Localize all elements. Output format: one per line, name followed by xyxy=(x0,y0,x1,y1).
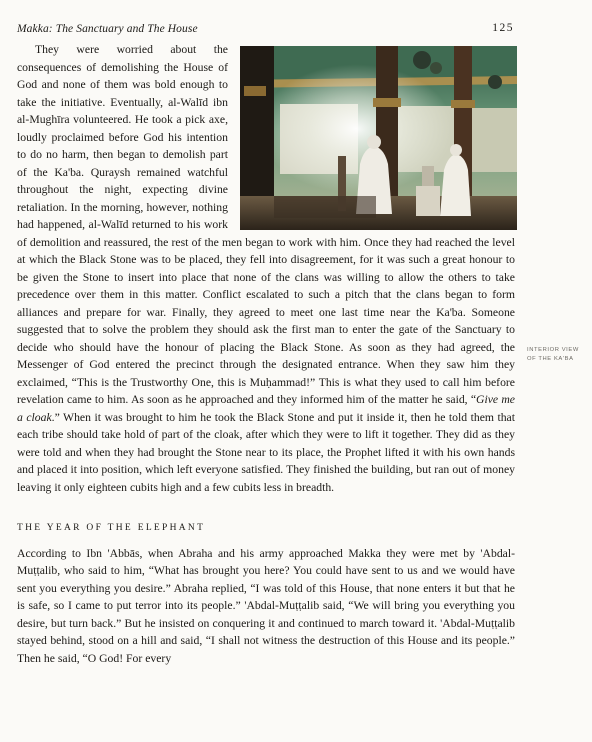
section-heading: THE YEAR OF THE ELEPHANT xyxy=(17,523,206,533)
main-text xyxy=(17,41,515,667)
figure-caption: INTERIOR VIEW OF THE KA'BA xyxy=(527,347,579,362)
kaba-interior-photo xyxy=(240,46,517,230)
paragraph-text-part-1: They were worried about the consequences of demolishing the House of God and none of them was bold enough to take the initiative. Eventually, al-Walīd ibn al-Mughīra volunteered. He took a pick axe, loudly proclaimed before God his intention to do no harm, then began to demolish part of the Ka'ba. Quraysh remained watchful throughout the night, expecting divine retaliation. In the morning, however, nothing had happened, al-Walīd returned to his work of demolition and reassured, the rest of the men began to work with him. Once they had reached the level at which the Black Stone was to be placed, they fell into disagreement, for it was such a great honour to be given the Stone to insert into place that none of the clans was willing to allow the others to take precedence over them in this matter. Conflict escalated to such a pitch that the clans began to form alliances and prepare for war. Finally, they agreed to meet one last time near the Ka'ba. Someone suggested that to solve the problem they should ask the first man to enter the gate of the Sanctuary to decide who should have the honour of placing the Black Stone. As soon as they had agreed, the Messenger of God entered the precinct through the designated entrance. When they saw him they exclaimed, “This is the Trustworthy One, this is Muḥammad!” This is what they used to call him before revelation came to him. As soon as he approached and they informed him of the matter he said, “ xyxy=(17,43,515,406)
paragraph-year-of-elephant: According to Ibn 'Abbās, when Abraha and his army approached Makka they were met by 'Abdal-Muṭṭalib, who said to him, “What has brought you here? You could have sent to us and we would have sent you everything you desire.” Abraha replied, “I was told of this House, that none enters it but that he is safe, so I came to put terror into its people.” 'Abdal-Muṭṭalib said, “We will bring you everything you desire, but turn back.” But he insisted on conquering it and continued to march toward it. 'Abdal-Muṭṭalib stayed behind, stood on a hill and said, “I shall not witness the destruction of this House and its people.” Then he said, “O God! For every xyxy=(17,546,515,665)
quote-give-me-a-cloak: Give me a cloak xyxy=(17,393,515,424)
page-number: 125 xyxy=(492,22,514,34)
running-title: Makka: The Sanctuary and The House xyxy=(17,23,198,35)
paragraph-text-part-2: .” When it was brought to him he took the Black Stone and put it inside it, then he told them that each tribe should take hold of part of the cloak, after which they were to lift it together. They did as they were told and when they had brought the Stone near to its place, the Prophet lifted it with his own hands and placed it into position, which left everyone satisfied. They finished the building, but ran out of money leaving it only eighteen cubits high and a few cubits less in breadth. xyxy=(17,410,515,494)
paragraph-black-stone xyxy=(17,41,515,496)
